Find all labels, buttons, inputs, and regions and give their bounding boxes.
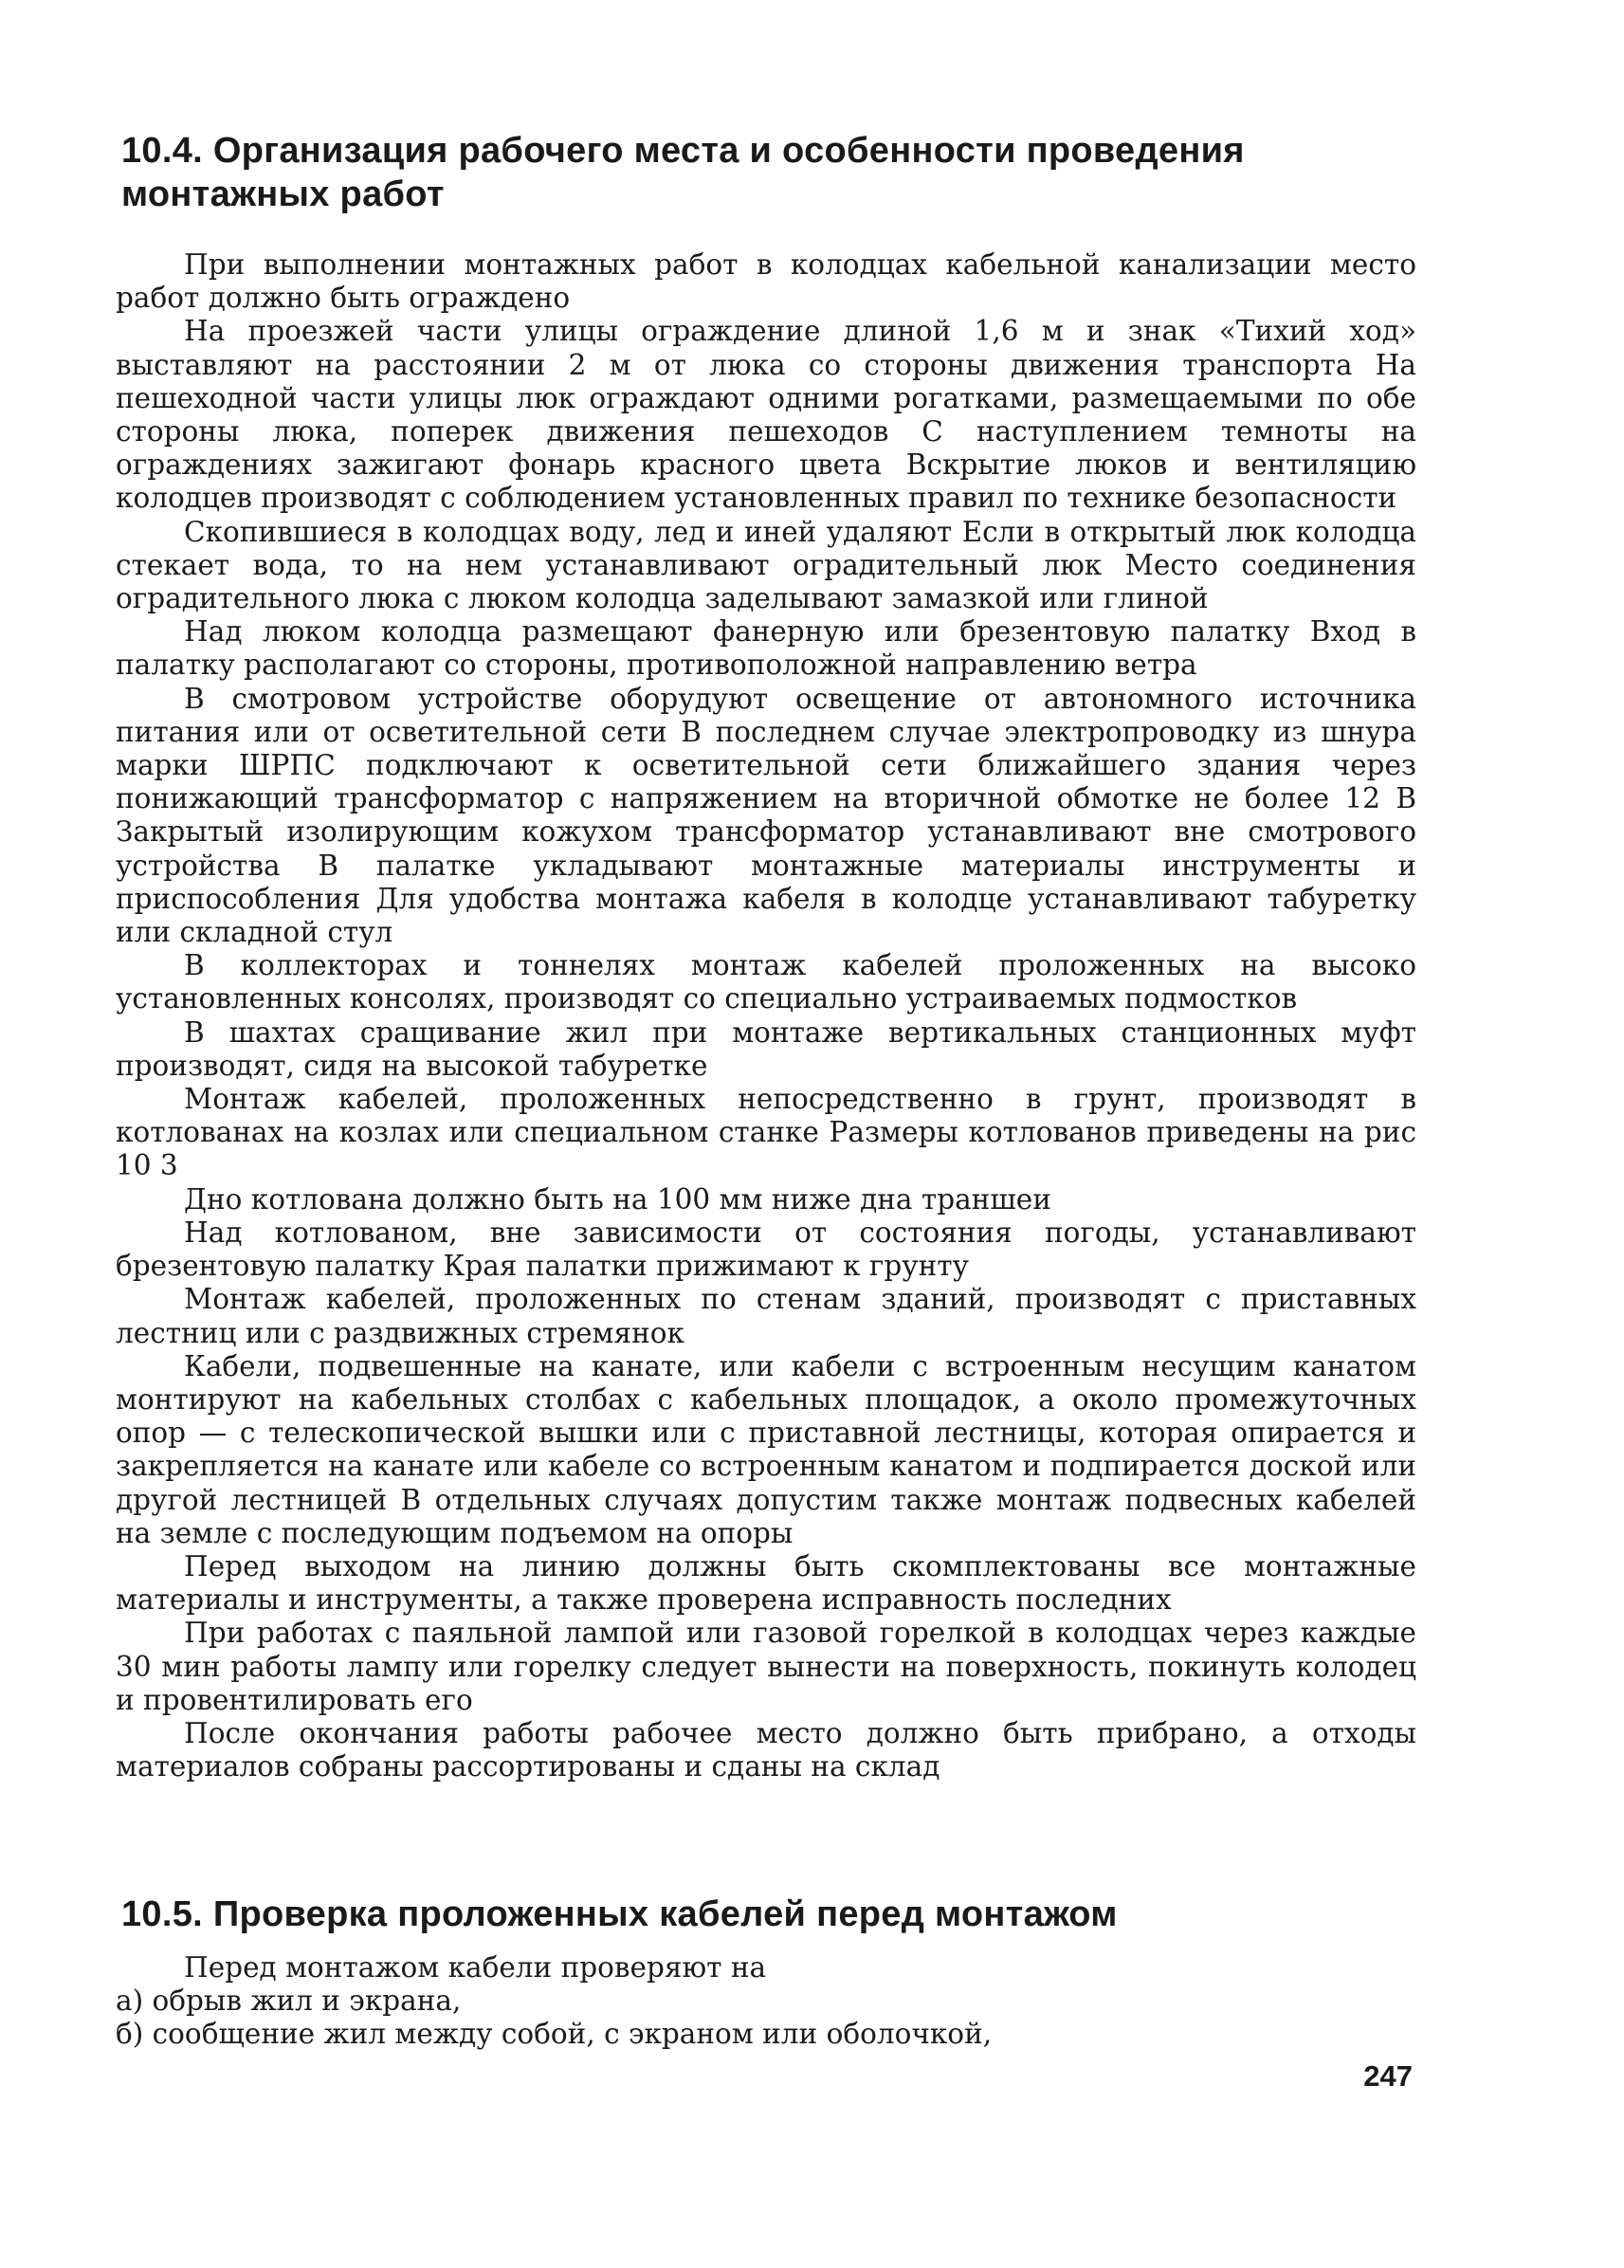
paragraph: В коллекторах и тоннелях монтаж кабелей проложенных на высоко установленных консолях, производят со специально устраиваемых подмостков	[116, 949, 1416, 1015]
section-10-4-body	[116, 248, 1416, 1783]
paragraph: После окончания работы рабочее место должно быть прибрано, а отходы материалов собраны рассортированы и сданы на склад	[116, 1716, 1416, 1783]
paragraph: Скопившиеся в колодцах воду, лед и иней удаляют Если в открытый люк колодца стекает вода, то на нем устанавливают оградительный люк Место соединения оградительного люка с люком колодца заделывают замазкой или глиной	[116, 515, 1416, 615]
paragraph: В шахтах сращивание жил при монтаже вертикальных станционных муфт производят, сидя на высокой табуретке	[116, 1015, 1416, 1082]
section-heading-10-5: 10.5. Проверка проложенных кабелей перед монтажом	[121, 1894, 1118, 1934]
section-heading-10-4: 10.4. Организация рабочего места и особенности проведения монтажных работ	[121, 131, 1245, 214]
list-item: б) сообщение жил между собой, с экраном или оболочкой,	[116, 2018, 993, 2051]
paragraph: При работах с паяльной лампой или газовой горелкой в колодцах через каждые 30 мин работы лампу или горелку следует вынести на поверхность, покинуть колодец и провентилировать его	[116, 1617, 1416, 1716]
paragraph-intro: Перед монтажом кабели проверяют на	[184, 1951, 767, 1984]
paragraph: В смотровом устройстве оборудуют освещение от автономного источника питания или от осветительной сети В последнем случае электропроводку из шнура марки ШРПС подключают к осветительной сети ближайшего здания через понижающий трансформатор с напряжением на вторичной обмотке не более 12 В Закрытый изолирующим кожухом трансформатор устанавливают вне смотрового устройства В палатке укладывают монтажные материалы инструменты и приспособления Для удобства монтажа кабеля в колодце устанавливают табуретку или складной стул	[116, 682, 1416, 949]
section-10-5-body	[116, 1951, 1416, 2052]
paragraph: Дно котлована должно быть на 100 мм ниже дна траншеи	[184, 1182, 1051, 1216]
paragraph: Перед выходом на линию должны быть скомплектованы все монтажные материалы и инструменты, а также проверена исправность последних	[116, 1549, 1416, 1617]
page-number: 247	[1363, 2059, 1413, 2093]
list-item: а) обрыв жил и экрана,	[116, 1984, 462, 2018]
paragraph: При выполнении монтажных работ в колодцах кабельной канализации место работ должно быть ограждено	[116, 248, 1416, 315]
paragraph: На проезжей части улицы ограждение длиной 1,6 м и знак «Тихий ход» выставляют на расстоянии 2 м от люка со стороны движения транспорта На пешеходной части улицы люк ограждают одними рогатками, размещаемыми по обе стороны люка, поперек движения пешеходов С наступлением темноты на ограждениях зажигают фонарь красного цвета Вскрытие люков и вентиляцию колодцев производят с соблюдением установленных правил по технике безопасности	[116, 315, 1416, 515]
paragraph: Монтаж кабелей, проложенных по стенам зданий, производят с приставных лестниц или с раздвижных стремянок	[116, 1283, 1416, 1349]
paragraph: Кабели, подвешенные на канате, или кабели с встроенным несущим канатом монтируют на кабельных столбах с кабельных площадок, а около промежуточных опор — с телескопической вышки или с приставной лестницы, которая опирается и закрепляется на канате или кабеле со встроенным канатом и подпирается доской или другой лестницей В отдельных случаях допустим также монтаж подвесных кабелей на земле с последующим подъемом на опоры	[116, 1349, 1416, 1549]
paragraph: Над люком колодца размещают фанерную или брезентовую палатку Вход в палатку располагают со стороны, противоположной направлению ветра	[116, 615, 1416, 682]
paragraph: Монтаж кабелей, проложенных непосредственно в грунт, производят в котлованах на козлах или специальном станке Размеры котлованов приведены на рис 10 3	[116, 1083, 1416, 1182]
paragraph: Над котлованом, вне зависимости от состояния погоды, устанавливают брезентовую палатку Края палатки прижимают к грунту	[116, 1216, 1416, 1283]
